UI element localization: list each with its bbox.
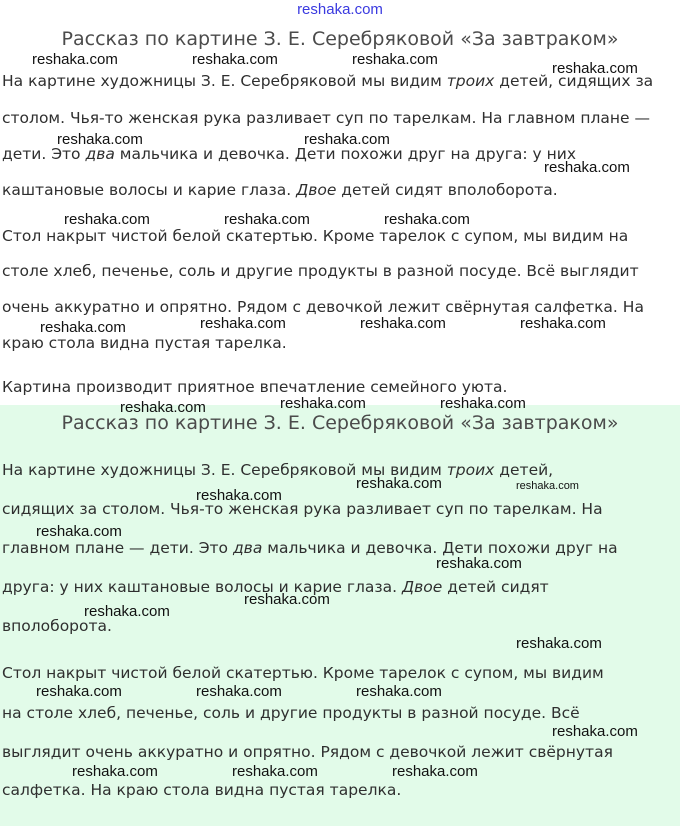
watermark: reshaka.com [304, 131, 390, 148]
top-line: столом. Чья-то женская рука разливает суп по тарелкам. На главном плане — [2, 109, 650, 127]
watermark: reshaka.com [232, 763, 318, 780]
top-line: дети. Это два мальчика и девочка. Дети похожи друг на друга: у них [2, 145, 577, 163]
emphasis: Двое [402, 578, 443, 596]
watermark: reshaka.com [200, 315, 286, 332]
emphasis: два [232, 539, 263, 557]
bottom-line: на столе хлеб, печенье, соль и другие продукты в разной посуде. Всё [2, 704, 580, 722]
watermark: reshaka.com [32, 51, 118, 68]
top-line: столе хлеб, печенье, соль и другие продукты в разной посуде. Всё выглядит [2, 262, 639, 280]
top-title: Рассказ по картине З. Е. Серебряковой «За завтраком» [61, 28, 619, 50]
bottom-line: салфетка. На краю стола видна пустая тарелка. [2, 781, 402, 799]
bottom-line: главном плане — дети. Это два мальчика и девочка. Дети похожи друг на [2, 539, 618, 557]
watermark: reshaka.com [36, 523, 122, 540]
watermark: reshaka.com [120, 399, 206, 416]
watermark: reshaka.com [440, 395, 526, 412]
emphasis: Двое [296, 181, 337, 199]
watermark: reshaka.com [392, 763, 478, 780]
watermark: reshaka.com [552, 60, 638, 77]
watermark: reshaka.com [57, 131, 143, 148]
site-logo[interactable]: reshaka.com [297, 1, 383, 18]
watermark: reshaka.com [36, 683, 122, 700]
watermark: reshaka.com [356, 683, 442, 700]
bottom-line: друга: у них каштановые волосы и карие глаза. Двое детей сидят [2, 578, 549, 596]
bottom-line: Стол накрыт чистой белой скатертью. Кроме тарелок с супом, мы видим [2, 664, 604, 682]
watermark: reshaka.com [360, 315, 446, 332]
top-line: очень аккуратно и опрятно. Рядом с девочкой лежит свёрнутая салфетка. На [2, 298, 644, 316]
watermark: reshaka.com [516, 480, 579, 492]
watermark: reshaka.com [196, 487, 282, 504]
watermark: reshaka.com [356, 475, 442, 492]
bottom-line: сидящих за столом. Чья-то женская рука разливает суп по тарелкам. На [2, 500, 603, 518]
emphasis: два [85, 145, 115, 163]
watermark: reshaka.com [192, 51, 278, 68]
watermark: reshaka.com [196, 683, 282, 700]
top-line: Картина производит приятное впечатление семейного уюта. [2, 378, 508, 396]
top-line: На картине художницы З. Е. Серебряковой мы видим троих детей, сидящих за [2, 72, 654, 90]
watermark: reshaka.com [40, 319, 126, 336]
top-line: каштановые волосы и карие глаза. Двое детей сидят вполоборота. [2, 181, 558, 199]
bottom-title: Рассказ по картине З. Е. Серебряковой «За завтраком» [61, 412, 619, 434]
watermark: reshaka.com [64, 211, 150, 228]
watermark: reshaka.com [384, 211, 470, 228]
emphasis: троих [446, 461, 495, 479]
watermark: reshaka.com [244, 591, 330, 608]
top-line: Стол накрыт чистой белой скатертью. Кроме тарелок с супом, мы видим на [2, 227, 629, 245]
watermark: reshaka.com [436, 555, 522, 572]
top-line: краю стола видна пустая тарелка. [2, 334, 287, 352]
watermark: reshaka.com [516, 635, 602, 652]
bottom-line: На картине художницы З. Е. Серебряковой мы видим троих детей, [2, 461, 554, 479]
bottom-line: выглядит очень аккуратно и опрятно. Рядом с девочкой лежит свёрнутая [2, 743, 613, 761]
watermark: reshaka.com [552, 723, 638, 740]
watermark: reshaka.com [72, 763, 158, 780]
emphasis: троих [446, 72, 495, 90]
watermark: reshaka.com [544, 159, 630, 176]
bottom-line: вполоборота. [2, 617, 112, 635]
watermark: reshaka.com [280, 395, 366, 412]
watermark: reshaka.com [352, 51, 438, 68]
watermark: reshaka.com [224, 211, 310, 228]
watermark: reshaka.com [84, 603, 170, 620]
watermark: reshaka.com [520, 315, 606, 332]
